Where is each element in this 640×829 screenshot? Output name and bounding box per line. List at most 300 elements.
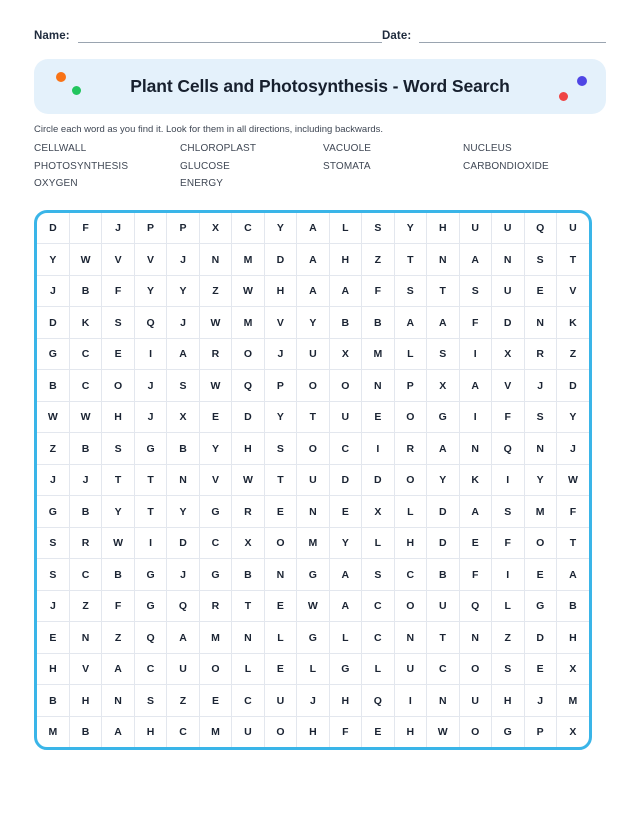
grid-cell[interactable]: K <box>459 464 491 496</box>
grid-cell[interactable]: X <box>557 653 590 685</box>
grid-cell[interactable]: O <box>232 338 264 370</box>
grid-cell[interactable]: M <box>557 685 590 717</box>
grid-cell[interactable]: H <box>232 433 264 465</box>
grid-cell[interactable]: Z <box>37 433 69 465</box>
grid-cell[interactable]: M <box>199 622 231 654</box>
grid-cell[interactable]: G <box>297 622 329 654</box>
grid-cell[interactable]: U <box>297 338 329 370</box>
grid-cell[interactable]: A <box>102 653 134 685</box>
grid-cell[interactable]: J <box>134 370 166 402</box>
grid-row <box>37 213 589 244</box>
grid-cell[interactable]: J <box>37 590 69 622</box>
grid-cell[interactable]: V <box>134 244 166 276</box>
grid-cell[interactable]: M <box>362 338 394 370</box>
grid-cell[interactable]: O <box>394 590 426 622</box>
grid-cell[interactable]: T <box>264 464 296 496</box>
grid-cell[interactable]: S <box>394 275 426 307</box>
grid-cell[interactable]: W <box>557 464 590 496</box>
grid-cell[interactable]: H <box>297 716 329 747</box>
grid-cell[interactable]: F <box>102 590 134 622</box>
grid-cell[interactable]: U <box>394 653 426 685</box>
grid-cell[interactable]: X <box>362 496 394 528</box>
grid-cell[interactable]: H <box>329 685 361 717</box>
grid-cell[interactable]: Z <box>557 338 590 370</box>
grid-cell[interactable]: J <box>524 370 556 402</box>
grid-cell[interactable]: B <box>69 496 101 528</box>
grid-cell[interactable]: N <box>102 685 134 717</box>
grid-cell[interactable]: E <box>264 496 296 528</box>
grid-cell[interactable]: G <box>37 496 69 528</box>
grid-cell[interactable]: O <box>102 370 134 402</box>
grid-cell[interactable]: R <box>232 496 264 528</box>
grid-cell[interactable]: Y <box>394 213 426 244</box>
grid-cell[interactable]: G <box>134 433 166 465</box>
grid-cell[interactable]: K <box>557 307 590 339</box>
grid-cell[interactable]: E <box>524 559 556 591</box>
grid-cell[interactable]: C <box>69 370 101 402</box>
grid-cell[interactable]: L <box>492 590 524 622</box>
grid-cell[interactable]: G <box>524 590 556 622</box>
grid-cell[interactable]: E <box>199 685 231 717</box>
grid-cell[interactable]: N <box>199 244 231 276</box>
grid-cell[interactable]: N <box>232 622 264 654</box>
grid-cell[interactable]: C <box>427 653 459 685</box>
grid-cell[interactable]: L <box>394 338 426 370</box>
grid-cell[interactable]: X <box>329 338 361 370</box>
grid-cell[interactable]: N <box>427 244 459 276</box>
grid-cell[interactable]: P <box>264 370 296 402</box>
grid-cell[interactable]: C <box>329 433 361 465</box>
grid-cell[interactable]: A <box>427 307 459 339</box>
grid-cell[interactable]: Z <box>102 622 134 654</box>
grid-cell[interactable]: L <box>329 622 361 654</box>
grid-cell[interactable]: T <box>557 527 590 559</box>
grid-cell[interactable]: G <box>329 653 361 685</box>
grid-cell[interactable]: A <box>459 496 491 528</box>
grid-cell[interactable]: C <box>69 338 101 370</box>
grid-cell[interactable]: A <box>394 307 426 339</box>
grid-cell[interactable]: N <box>427 685 459 717</box>
grid-cell[interactable]: E <box>102 338 134 370</box>
grid-cell[interactable]: S <box>492 496 524 528</box>
grid-cell[interactable]: X <box>232 527 264 559</box>
grid-cell[interactable]: D <box>524 622 556 654</box>
grid-cell[interactable]: M <box>232 307 264 339</box>
grid-cell[interactable]: R <box>199 338 231 370</box>
name-write-line[interactable] <box>78 31 382 43</box>
grid-cell[interactable]: G <box>199 496 231 528</box>
grid-cell[interactable]: L <box>362 653 394 685</box>
grid-cell[interactable]: A <box>102 716 134 747</box>
grid-cell[interactable]: N <box>394 622 426 654</box>
grid-cell[interactable]: Q <box>232 370 264 402</box>
grid-cell[interactable]: E <box>199 401 231 433</box>
grid-cell[interactable]: C <box>394 559 426 591</box>
grid-cell[interactable]: B <box>37 685 69 717</box>
grid-cell[interactable]: B <box>329 307 361 339</box>
grid-cell[interactable]: O <box>297 433 329 465</box>
grid-cell[interactable]: X <box>492 338 524 370</box>
grid-cell[interactable]: P <box>524 716 556 747</box>
grid-cell[interactable]: W <box>69 401 101 433</box>
grid-cell[interactable]: N <box>492 244 524 276</box>
grid-cell[interactable]: U <box>232 716 264 747</box>
grid-cell[interactable]: C <box>232 213 264 244</box>
grid-cell[interactable]: T <box>297 401 329 433</box>
grid-cell[interactable]: O <box>459 716 491 747</box>
grid-cell[interactable]: G <box>492 716 524 747</box>
grid-cell[interactable]: A <box>167 338 199 370</box>
grid-cell[interactable]: S <box>102 433 134 465</box>
grid-cell[interactable]: S <box>362 559 394 591</box>
grid-cell[interactable]: E <box>264 653 296 685</box>
grid-row <box>37 527 589 559</box>
grid-cell[interactable]: Y <box>167 496 199 528</box>
grid-cell[interactable]: D <box>557 370 590 402</box>
grid-cell[interactable]: F <box>459 559 491 591</box>
grid-cell[interactable]: A <box>167 622 199 654</box>
grid-cell[interactable]: C <box>232 685 264 717</box>
grid-cell[interactable]: B <box>37 370 69 402</box>
grid-cell[interactable]: I <box>492 464 524 496</box>
grid-cell[interactable]: D <box>427 496 459 528</box>
grid-cell[interactable]: Q <box>459 590 491 622</box>
grid-cell[interactable]: R <box>69 527 101 559</box>
grid-cell[interactable]: N <box>524 433 556 465</box>
grid-cell[interactable]: J <box>557 433 590 465</box>
grid-cell[interactable]: J <box>102 213 134 244</box>
grid-cell[interactable]: P <box>394 370 426 402</box>
grid-cell[interactable]: Y <box>329 527 361 559</box>
grid-cell[interactable]: N <box>459 622 491 654</box>
grid-cell[interactable]: J <box>264 338 296 370</box>
grid-cell[interactable]: H <box>394 716 426 747</box>
grid-cell[interactable]: H <box>492 685 524 717</box>
grid-cell[interactable]: D <box>329 464 361 496</box>
grid-cell[interactable]: Y <box>297 307 329 339</box>
grid-cell[interactable]: M <box>37 716 69 747</box>
grid-cell[interactable]: U <box>492 213 524 244</box>
grid-cell[interactable]: V <box>199 464 231 496</box>
grid-cell[interactable]: X <box>199 213 231 244</box>
grid-cell[interactable]: T <box>134 464 166 496</box>
grid-cell[interactable]: F <box>459 307 491 339</box>
grid-cell[interactable]: A <box>297 275 329 307</box>
date-field-group <box>382 30 606 43</box>
grid-cell[interactable]: B <box>557 590 590 622</box>
grid-cell[interactable]: S <box>524 244 556 276</box>
grid-cell[interactable]: B <box>167 433 199 465</box>
grid-cell[interactable]: Y <box>167 275 199 307</box>
grid-cell[interactable]: L <box>264 622 296 654</box>
grid-cell[interactable]: F <box>69 213 101 244</box>
grid-cell[interactable]: Y <box>102 496 134 528</box>
grid-cell[interactable]: W <box>37 401 69 433</box>
grid-cell[interactable]: Q <box>167 590 199 622</box>
grid-cell[interactable]: J <box>37 275 69 307</box>
grid-cell[interactable]: J <box>167 307 199 339</box>
grid-cell[interactable]: Z <box>492 622 524 654</box>
grid-cell[interactable]: B <box>232 559 264 591</box>
grid-cell[interactable]: Q <box>492 433 524 465</box>
grid-cell[interactable]: V <box>69 653 101 685</box>
grid-cell[interactable]: W <box>102 527 134 559</box>
grid-cell[interactable]: U <box>297 464 329 496</box>
grid-cell[interactable]: J <box>167 244 199 276</box>
grid-cell[interactable]: S <box>492 653 524 685</box>
grid-cell[interactable]: D <box>362 464 394 496</box>
grid-cell[interactable]: K <box>69 307 101 339</box>
grid-cell[interactable]: Q <box>524 213 556 244</box>
grid-cell[interactable]: I <box>362 433 394 465</box>
grid-cell[interactable]: Q <box>134 307 166 339</box>
grid-cell[interactable]: O <box>297 370 329 402</box>
grid-cell[interactable]: E <box>524 275 556 307</box>
grid-cell[interactable]: O <box>264 716 296 747</box>
word-list-item: CHLOROPLAST <box>180 143 257 155</box>
grid-cell[interactable]: E <box>362 716 394 747</box>
grid-cell[interactable]: B <box>69 716 101 747</box>
grid-cell[interactable]: O <box>329 370 361 402</box>
grid-cell[interactable]: V <box>557 275 590 307</box>
grid-cell[interactable]: R <box>394 433 426 465</box>
grid-cell[interactable]: H <box>329 244 361 276</box>
grid-cell[interactable]: J <box>167 559 199 591</box>
grid-cell[interactable]: U <box>264 685 296 717</box>
grid-cell[interactable]: D <box>37 213 69 244</box>
grid-cell[interactable]: A <box>329 275 361 307</box>
grid-cell[interactable]: G <box>37 338 69 370</box>
grid-cell[interactable]: I <box>459 401 491 433</box>
grid-cell[interactable]: O <box>394 401 426 433</box>
grid-cell[interactable]: D <box>232 401 264 433</box>
grid-cell[interactable]: F <box>329 716 361 747</box>
grid-cell[interactable]: Y <box>134 275 166 307</box>
grid-cell[interactable]: Q <box>134 622 166 654</box>
grid-cell[interactable]: N <box>264 559 296 591</box>
grid-cell[interactable]: F <box>362 275 394 307</box>
grid-cell[interactable]: U <box>492 275 524 307</box>
grid-cell[interactable]: E <box>37 622 69 654</box>
grid-cell[interactable]: U <box>329 401 361 433</box>
grid-cell[interactable]: L <box>297 653 329 685</box>
grid-cell[interactable]: W <box>427 716 459 747</box>
grid-cell[interactable]: N <box>362 370 394 402</box>
grid-cell[interactable]: Y <box>199 433 231 465</box>
grid-cell[interactable]: W <box>69 244 101 276</box>
grid-cell[interactable]: W <box>232 275 264 307</box>
grid-cell[interactable]: U <box>557 213 590 244</box>
grid-cell[interactable]: M <box>232 244 264 276</box>
grid-cell[interactable]: Z <box>167 685 199 717</box>
grid-cell[interactable]: D <box>37 307 69 339</box>
grid-cell[interactable]: L <box>329 213 361 244</box>
grid-cell[interactable]: X <box>557 716 590 747</box>
grid-cell[interactable]: C <box>199 527 231 559</box>
grid-cell[interactable]: T <box>232 590 264 622</box>
grid-cell[interactable]: S <box>362 213 394 244</box>
grid-cell[interactable]: B <box>102 559 134 591</box>
grid-cell[interactable]: Z <box>362 244 394 276</box>
grid-cell[interactable]: N <box>167 464 199 496</box>
grid-cell[interactable]: W <box>297 590 329 622</box>
grid-cell[interactable]: S <box>524 401 556 433</box>
grid-cell[interactable]: M <box>297 527 329 559</box>
grid-cell[interactable]: H <box>69 685 101 717</box>
grid-cell[interactable]: L <box>394 496 426 528</box>
grid-cell[interactable]: H <box>102 401 134 433</box>
grid-cell[interactable]: M <box>199 716 231 747</box>
grid-cell[interactable]: S <box>102 307 134 339</box>
word-list-item: VACUOLE <box>323 143 372 155</box>
word-list-item <box>463 176 606 192</box>
grid-cell[interactable]: F <box>492 401 524 433</box>
grid-cell[interactable]: D <box>264 244 296 276</box>
grid-cell[interactable]: Y <box>264 213 296 244</box>
grid-cell[interactable]: G <box>427 401 459 433</box>
grid-cell[interactable]: S <box>427 338 459 370</box>
grid-cell[interactable]: A <box>329 590 361 622</box>
grid-cell[interactable]: T <box>557 244 590 276</box>
grid-cell[interactable]: Z <box>69 590 101 622</box>
grid-cell[interactable]: H <box>427 213 459 244</box>
decorative-dot-red-icon <box>559 92 568 101</box>
grid-cell[interactable]: Z <box>199 275 231 307</box>
grid-cell[interactable]: X <box>167 401 199 433</box>
grid-cell[interactable]: I <box>134 338 166 370</box>
grid-cell[interactable]: H <box>134 716 166 747</box>
grid-cell[interactable]: A <box>297 213 329 244</box>
grid-cell[interactable]: E <box>329 496 361 528</box>
grid-cell[interactable]: S <box>37 559 69 591</box>
grid-cell[interactable]: R <box>524 338 556 370</box>
grid-cell[interactable]: E <box>459 527 491 559</box>
grid-cell[interactable]: U <box>459 685 491 717</box>
grid-cell[interactable]: D <box>492 307 524 339</box>
grid-cell[interactable]: U <box>427 590 459 622</box>
grid-cell[interactable]: I <box>459 338 491 370</box>
grid-cell[interactable]: T <box>134 496 166 528</box>
grid-cell[interactable]: F <box>557 496 590 528</box>
grid-cell[interactable]: F <box>492 527 524 559</box>
grid-cell[interactable]: J <box>524 685 556 717</box>
grid-cell[interactable]: J <box>297 685 329 717</box>
grid-cell[interactable]: W <box>232 464 264 496</box>
grid-cell[interactable]: E <box>524 653 556 685</box>
word-search-grid[interactable] <box>34 210 592 751</box>
grid-cell[interactable]: V <box>102 244 134 276</box>
grid-cell[interactable]: B <box>362 307 394 339</box>
grid-cell[interactable]: W <box>199 307 231 339</box>
grid-cell[interactable]: H <box>394 527 426 559</box>
instructions-text: Circle each word as you find it. Look for them in all directions, including backwards. <box>34 124 384 135</box>
grid-cell[interactable]: A <box>427 433 459 465</box>
grid-cell[interactable]: C <box>69 559 101 591</box>
grid-cell[interactable]: G <box>134 590 166 622</box>
grid-cell[interactable]: O <box>264 527 296 559</box>
grid-cell[interactable]: T <box>427 275 459 307</box>
grid-cell[interactable]: R <box>199 590 231 622</box>
grid-cell[interactable]: S <box>264 433 296 465</box>
grid-cell[interactable]: V <box>492 370 524 402</box>
grid-cell[interactable]: E <box>362 401 394 433</box>
grid-cell[interactable]: N <box>524 307 556 339</box>
grid-cell[interactable]: S <box>134 685 166 717</box>
grid-cell[interactable]: G <box>297 559 329 591</box>
grid-cell[interactable]: Y <box>524 464 556 496</box>
grid-cell[interactable]: G <box>199 559 231 591</box>
grid-cell[interactable]: B <box>427 559 459 591</box>
grid-cell[interactable]: A <box>329 559 361 591</box>
grid-cell[interactable]: A <box>557 559 590 591</box>
grid-cell[interactable]: J <box>37 464 69 496</box>
grid-cell[interactable]: L <box>232 653 264 685</box>
grid-cell[interactable]: N <box>297 496 329 528</box>
grid-cell[interactable]: O <box>394 464 426 496</box>
grid-cell[interactable]: C <box>362 590 394 622</box>
grid-cell[interactable]: O <box>459 653 491 685</box>
grid-cell[interactable]: P <box>167 213 199 244</box>
grid-cell[interactable]: M <box>524 496 556 528</box>
grid-cell[interactable]: J <box>134 401 166 433</box>
grid-cell[interactable]: S <box>167 370 199 402</box>
grid-cell[interactable]: U <box>167 653 199 685</box>
grid-cell[interactable]: C <box>362 622 394 654</box>
grid-cell[interactable]: C <box>167 716 199 747</box>
grid-cell[interactable]: G <box>134 559 166 591</box>
grid-cell[interactable]: Y <box>557 401 590 433</box>
grid-cell[interactable]: Y <box>427 464 459 496</box>
grid-cell[interactable]: H <box>264 275 296 307</box>
grid-cell[interactable]: Q <box>362 685 394 717</box>
grid-cell[interactable]: B <box>69 275 101 307</box>
grid-cell[interactable]: T <box>394 244 426 276</box>
grid-cell[interactable]: W <box>199 370 231 402</box>
grid-cell[interactable]: A <box>297 244 329 276</box>
grid-cell[interactable]: I <box>492 559 524 591</box>
grid-cell[interactable]: I <box>134 527 166 559</box>
grid-cell[interactable]: B <box>69 433 101 465</box>
grid-cell[interactable]: C <box>134 653 166 685</box>
grid-cell[interactable]: D <box>427 527 459 559</box>
date-write-line[interactable] <box>419 31 606 43</box>
grid-cell[interactable]: T <box>427 622 459 654</box>
grid-cell[interactable]: Y <box>37 244 69 276</box>
grid-cell[interactable]: N <box>69 622 101 654</box>
grid-cell[interactable]: U <box>459 213 491 244</box>
grid-cell[interactable]: Y <box>264 401 296 433</box>
grid-cell[interactable]: I <box>394 685 426 717</box>
grid-cell[interactable]: S <box>459 275 491 307</box>
grid-cell[interactable]: S <box>37 527 69 559</box>
grid-cell[interactable]: O <box>199 653 231 685</box>
grid-cell[interactable]: L <box>362 527 394 559</box>
grid-cell[interactable]: V <box>264 307 296 339</box>
grid-cell[interactable]: H <box>37 653 69 685</box>
grid-cell[interactable]: H <box>557 622 590 654</box>
grid-cell[interactable]: A <box>459 370 491 402</box>
grid-cell[interactable]: F <box>102 275 134 307</box>
grid-cell[interactable]: T <box>102 464 134 496</box>
grid-cell[interactable]: D <box>167 527 199 559</box>
grid-cell[interactable]: O <box>524 527 556 559</box>
grid-cell[interactable]: N <box>459 433 491 465</box>
grid-cell[interactable]: X <box>427 370 459 402</box>
grid-cell[interactable]: P <box>134 213 166 244</box>
grid-cell[interactable]: A <box>459 244 491 276</box>
grid-cell[interactable]: J <box>69 464 101 496</box>
grid-cell[interactable]: E <box>264 590 296 622</box>
